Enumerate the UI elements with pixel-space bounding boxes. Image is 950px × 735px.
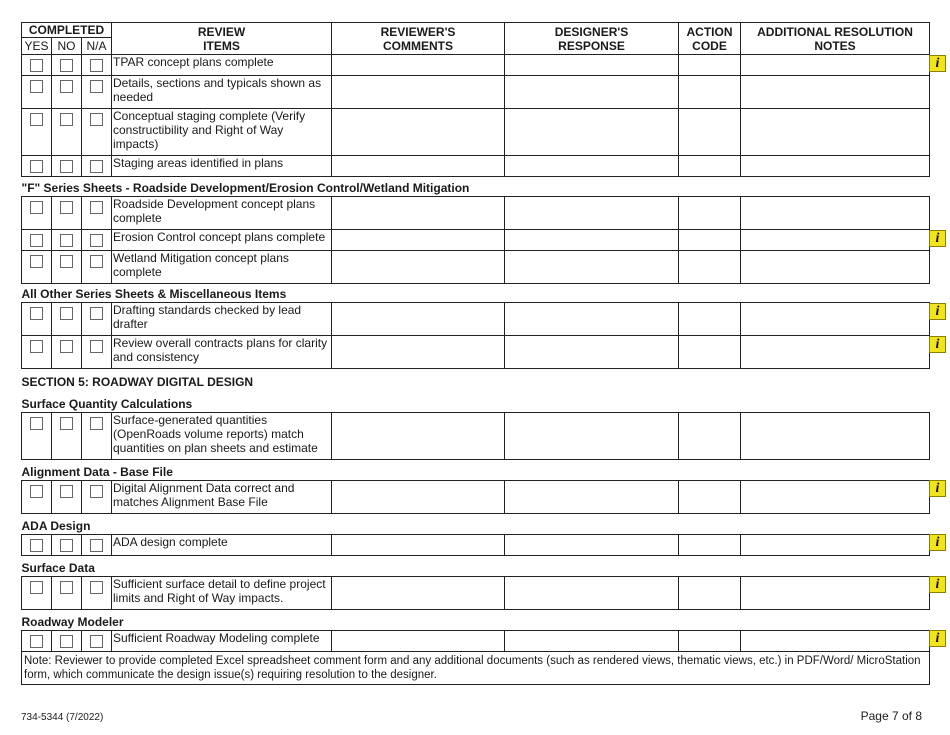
completed-header: COMPLETED: [22, 23, 112, 38]
resolution-notes-cell[interactable]: [741, 109, 930, 156]
na-checkbox[interactable]: [90, 539, 103, 552]
review-item-text: Digital Alignment Data correct and matches Alignment Base File: [112, 480, 332, 513]
designer-response-cell[interactable]: [505, 303, 679, 336]
group-title: ADA Design: [21, 518, 91, 533]
info-icon[interactable]: i: [929, 336, 946, 353]
yes-cell: [22, 630, 52, 651]
form-number: 734-5344 (7/2022): [21, 712, 104, 723]
no-checkbox[interactable]: [60, 255, 73, 268]
action-code-cell[interactable]: [679, 412, 741, 459]
yes-checkbox[interactable]: [30, 307, 43, 320]
designer-response-cell[interactable]: [505, 230, 679, 251]
na-cell: [82, 630, 112, 651]
reviewer-comment-cell[interactable]: [332, 336, 505, 369]
group-title: All Other Series Sheets & Miscellaneous Items: [21, 287, 287, 301]
group-title-row: [22, 177, 930, 197]
action-code-cell[interactable]: [679, 630, 741, 651]
yes-cell: [22, 76, 52, 109]
action-code-cell[interactable]: [679, 230, 741, 251]
checklist-row: [22, 412, 930, 459]
no-checkbox[interactable]: [60, 340, 73, 353]
no-cell: [52, 336, 82, 369]
yes-header: YES: [22, 38, 52, 55]
na-checkbox[interactable]: [90, 340, 103, 353]
action-code-cell[interactable]: [679, 303, 741, 336]
no-cell: [52, 480, 82, 513]
checklist-row: [22, 251, 930, 284]
designer-response-cell[interactable]: [505, 480, 679, 513]
na-checkbox[interactable]: [90, 635, 103, 648]
review-item-text: Conceptual staging complete (Verify constructibility and Right of Way impacts): [112, 109, 332, 156]
reviewer-comment-cell[interactable]: [332, 109, 505, 156]
designer-response-cell[interactable]: [505, 76, 679, 109]
checklist-row: [22, 109, 930, 156]
na-checkbox[interactable]: [90, 113, 103, 126]
reviewer-comment-cell[interactable]: [332, 303, 505, 336]
yes-checkbox[interactable]: [30, 340, 43, 353]
checklist-row: [22, 197, 930, 230]
no-cell: [52, 251, 82, 284]
resolution-notes-cell[interactable]: [741, 534, 930, 555]
checklist-row: [22, 336, 930, 369]
checklist-row: [22, 76, 930, 109]
reviewer-comment-cell[interactable]: [332, 576, 505, 609]
yes-checkbox[interactable]: [30, 417, 43, 430]
na-header: N/A: [82, 38, 112, 55]
yes-checkbox[interactable]: [30, 581, 43, 594]
na-cell: [82, 76, 112, 109]
na-cell: [82, 197, 112, 230]
no-checkbox[interactable]: [60, 80, 73, 93]
resolution-notes-cell[interactable]: [741, 303, 930, 336]
checklist-row: [22, 156, 930, 177]
action-code-cell[interactable]: [679, 480, 741, 513]
reviewer-comment-cell[interactable]: [332, 534, 505, 555]
yes-checkbox[interactable]: [30, 113, 43, 126]
no-checkbox[interactable]: [60, 635, 73, 648]
no-cell: [52, 76, 82, 109]
designer-response-cell[interactable]: [505, 630, 679, 651]
info-icon[interactable]: i: [929, 576, 946, 593]
no-cell: [52, 230, 82, 251]
no-cell: [52, 109, 82, 156]
review-item-text: Staging areas identified in plans: [112, 156, 332, 177]
resolution-notes-cell[interactable]: [741, 412, 930, 459]
yes-cell: [22, 336, 52, 369]
resolution-notes-cell[interactable]: [741, 76, 930, 109]
action-code-cell[interactable]: [679, 109, 741, 156]
no-cell: [52, 197, 82, 230]
na-cell: [82, 480, 112, 513]
na-checkbox[interactable]: [90, 485, 103, 498]
yes-checkbox[interactable]: [30, 539, 43, 552]
resolution-notes-cell[interactable]: [741, 630, 930, 651]
no-cell: [52, 534, 82, 555]
designer-response-cell[interactable]: [505, 576, 679, 609]
checklist-body: [22, 55, 930, 685]
na-checkbox[interactable]: [90, 59, 103, 72]
reviewer-comment-cell[interactable]: [332, 76, 505, 109]
group-title-row: [22, 459, 930, 480]
yes-checkbox[interactable]: [30, 234, 43, 247]
yes-checkbox[interactable]: [30, 80, 43, 93]
resolution-notes-cell[interactable]: [741, 576, 930, 609]
review-items-header: REVIEW ITEMS: [112, 23, 332, 55]
na-checkbox[interactable]: [90, 417, 103, 430]
additional-notes-header: ADDITIONAL RESOLUTION NOTES: [741, 23, 930, 55]
designer-response-cell[interactable]: [505, 197, 679, 230]
review-item-text: Surface-generated quantities (OpenRoads volume reports) match quantities on plan sheets and estimate: [112, 412, 332, 459]
no-checkbox[interactable]: [60, 201, 73, 214]
resolution-notes-cell[interactable]: [741, 156, 930, 177]
na-cell: [82, 230, 112, 251]
na-cell: [82, 156, 112, 177]
group-title-row: [22, 609, 930, 630]
na-cell: [82, 303, 112, 336]
resolution-notes-cell[interactable]: [741, 197, 930, 230]
note-row: [22, 651, 930, 684]
review-checklist: [21, 22, 929, 685]
group-title: Surface Data: [21, 560, 95, 575]
group-title: Alignment Data - Base File: [21, 464, 173, 479]
resolution-notes-cell[interactable]: [741, 230, 930, 251]
review-item-text: Erosion Control concept plans complete: [112, 230, 332, 251]
yes-cell: [22, 576, 52, 609]
no-cell: [52, 55, 82, 76]
yes-cell: [22, 109, 52, 156]
no-cell: [52, 576, 82, 609]
review-item-text: ADA design complete: [112, 534, 332, 555]
checklist-row: [22, 303, 930, 336]
na-checkbox[interactable]: [90, 201, 103, 214]
yes-cell: [22, 230, 52, 251]
yes-cell: [22, 55, 52, 76]
yes-checkbox[interactable]: [30, 255, 43, 268]
designers-response-header: DESIGNER'S RESPONSE: [505, 23, 679, 55]
action-code-cell[interactable]: [679, 336, 741, 369]
designer-response-cell[interactable]: [505, 251, 679, 284]
no-cell: [52, 303, 82, 336]
review-item-text: Sufficient surface detail to define project limits and Right of Way impacts.: [112, 576, 332, 609]
group-title-row: [22, 284, 930, 303]
no-cell: [52, 630, 82, 651]
na-checkbox[interactable]: [90, 581, 103, 594]
resolution-notes-cell[interactable]: [741, 251, 930, 284]
no-checkbox[interactable]: [60, 307, 73, 320]
yes-cell: [22, 303, 52, 336]
reviewer-comment-cell[interactable]: [332, 480, 505, 513]
group-title-row: [22, 394, 930, 413]
reviewer-comment-cell[interactable]: [332, 55, 505, 76]
designer-response-cell[interactable]: [505, 534, 679, 555]
na-cell: [82, 109, 112, 156]
section-heading: SECTION 5: ROADWAY DIGITAL DESIGN: [21, 375, 254, 390]
no-checkbox[interactable]: [60, 581, 73, 594]
na-checkbox[interactable]: [90, 307, 103, 320]
action-code-cell[interactable]: [679, 76, 741, 109]
info-icon[interactable]: i: [929, 55, 946, 72]
action-code-header: ACTION CODE: [679, 23, 741, 55]
na-cell: [82, 576, 112, 609]
na-cell: [82, 55, 112, 76]
designer-response-cell[interactable]: [505, 156, 679, 177]
yes-checkbox[interactable]: [30, 59, 43, 72]
no-header: NO: [52, 38, 82, 55]
no-checkbox[interactable]: [60, 417, 73, 430]
resolution-notes-cell[interactable]: [741, 480, 930, 513]
no-checkbox[interactable]: [60, 539, 73, 552]
review-item-text: Details, sections and typicals shown as needed: [112, 76, 332, 109]
review-item-text: Wetland Mitigation concept plans complete: [112, 251, 332, 284]
info-icon[interactable]: i: [929, 534, 946, 551]
reviewers-comments-header: REVIEWER'S COMMENTS: [332, 23, 505, 55]
action-code-cell[interactable]: [679, 55, 741, 76]
info-icon[interactable]: i: [929, 303, 946, 320]
section-heading-row: [22, 369, 930, 394]
reviewer-comment-cell[interactable]: [332, 197, 505, 230]
no-checkbox[interactable]: [60, 485, 73, 498]
yes-checkbox[interactable]: [30, 160, 43, 173]
group-title-row: [22, 513, 930, 534]
group-title: Surface Quantity Calculations: [21, 396, 193, 411]
na-cell: [82, 534, 112, 555]
na-checkbox[interactable]: [90, 160, 103, 173]
no-checkbox[interactable]: [60, 113, 73, 126]
no-checkbox[interactable]: [60, 59, 73, 72]
info-icon[interactable]: i: [929, 480, 946, 497]
no-cell: [52, 412, 82, 459]
group-title: "F" Series Sheets - Roadside Development/Erosion Control/Wetland Mitigation: [21, 181, 470, 195]
resolution-notes-cell[interactable]: [741, 55, 930, 76]
resolution-notes-cell[interactable]: [741, 336, 930, 369]
review-item-text: Drafting standards checked by lead drafter: [112, 303, 332, 336]
designer-response-cell[interactable]: [505, 109, 679, 156]
no-checkbox[interactable]: [60, 160, 73, 173]
yes-cell: [22, 197, 52, 230]
checklist-row: [22, 630, 930, 651]
checklist-row: [22, 480, 930, 513]
group-title-row: [22, 555, 930, 576]
na-cell: [82, 336, 112, 369]
checklist-row: [22, 534, 930, 555]
yes-cell: [22, 156, 52, 177]
reviewer-comment-cell[interactable]: [332, 156, 505, 177]
action-code-cell[interactable]: [679, 197, 741, 230]
no-cell: [52, 156, 82, 177]
review-item-text: Sufficient Roadway Modeling complete: [112, 630, 332, 651]
reviewer-comment-cell[interactable]: [332, 412, 505, 459]
checklist-row: [22, 576, 930, 609]
designer-response-cell[interactable]: [505, 55, 679, 76]
reviewer-comment-cell[interactable]: [332, 230, 505, 251]
reviewer-comment-cell[interactable]: [332, 630, 505, 651]
na-checkbox[interactable]: [90, 234, 103, 247]
na-cell: [82, 251, 112, 284]
info-icon[interactable]: i: [929, 230, 946, 247]
reviewer-note: Note: Reviewer to provide completed Excel spreadsheet comment form and any additional documents (such as rendered views, thematic views, etc.) in PDF/Word/ MicroStation form, which communicate the design issue(s) requiring resolution to the designer.: [22, 651, 930, 684]
reviewer-comment-cell[interactable]: [332, 251, 505, 284]
yes-checkbox[interactable]: [30, 201, 43, 214]
checklist-table: [21, 22, 930, 685]
page-number: Page 7 of 8: [860, 709, 922, 723]
na-checkbox[interactable]: [90, 255, 103, 268]
yes-cell: [22, 480, 52, 513]
yes-checkbox[interactable]: [30, 485, 43, 498]
na-checkbox[interactable]: [90, 80, 103, 93]
na-cell: [82, 412, 112, 459]
designer-response-cell[interactable]: [505, 412, 679, 459]
review-item-text: TPAR concept plans complete: [112, 55, 332, 76]
action-code-cell[interactable]: [679, 251, 741, 284]
designer-response-cell[interactable]: [505, 336, 679, 369]
checklist-row: [22, 55, 930, 76]
yes-cell: [22, 412, 52, 459]
yes-cell: [22, 251, 52, 284]
review-item-text: Roadside Development concept plans complete: [112, 197, 332, 230]
yes-checkbox[interactable]: [30, 635, 43, 648]
no-checkbox[interactable]: [60, 234, 73, 247]
yes-cell: [22, 534, 52, 555]
action-code-cell[interactable]: [679, 576, 741, 609]
checklist-row: [22, 230, 930, 251]
review-item-text: Review overall contracts plans for clarity and consistency: [112, 336, 332, 369]
group-title: Roadway Modeler: [21, 614, 124, 629]
action-code-cell[interactable]: [679, 156, 741, 177]
action-code-cell[interactable]: [679, 534, 741, 555]
info-icon[interactable]: i: [929, 630, 946, 647]
